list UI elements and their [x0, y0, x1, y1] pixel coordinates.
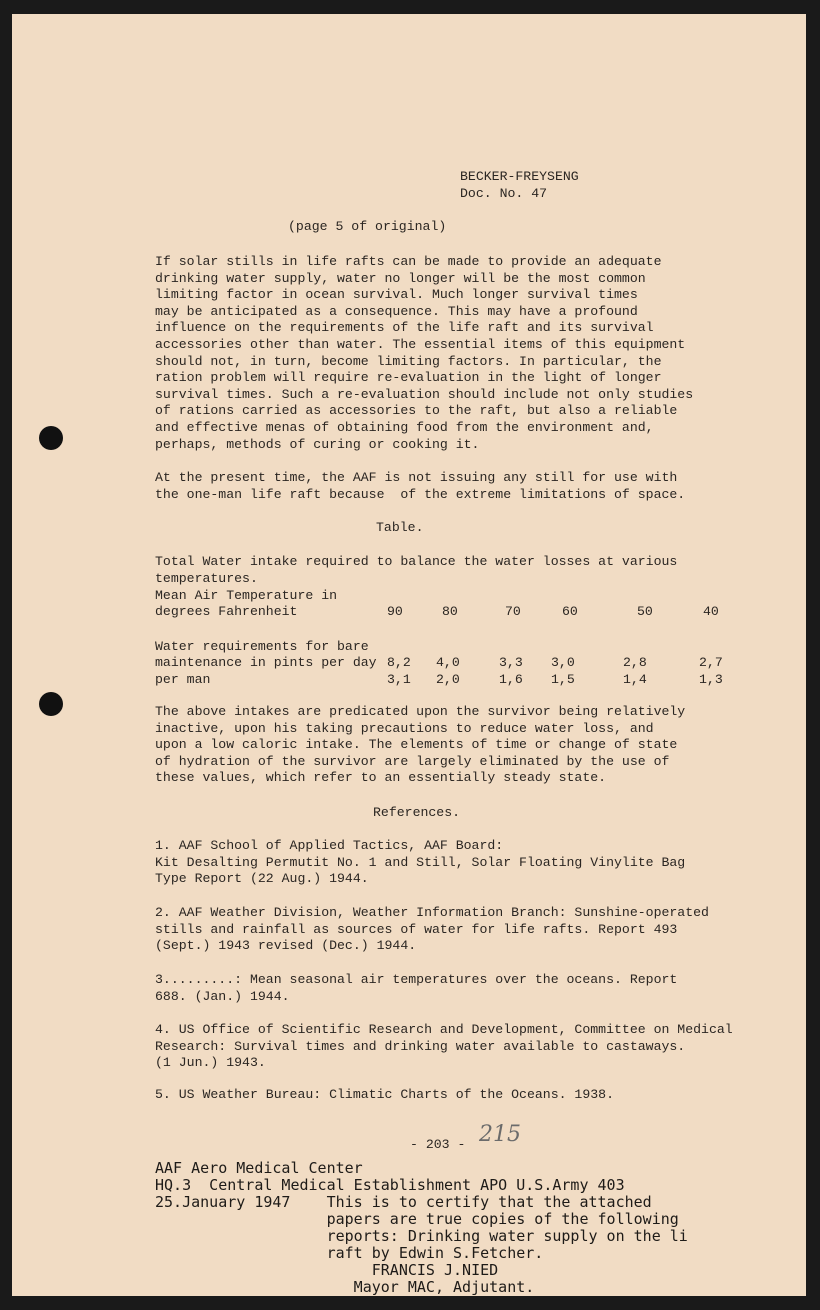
- text-line: of rations carried as accessories to the raft, but also a reliable: [155, 403, 678, 419]
- table-cell: 90: [387, 604, 403, 619]
- text-line: 2. AAF Weather Division, Weather Information Branch: Sunshine-operated: [155, 905, 709, 920]
- page-number: - 203 -: [410, 1137, 466, 1152]
- table-row: [155, 604, 775, 621]
- paragraph-solar-stills: [155, 254, 755, 453]
- table-cell: 2,7: [699, 655, 723, 670]
- text-line: raft by Edwin S.Fetcher.: [155, 1244, 544, 1262]
- text-line: the one-man life raft because of the extreme limitations of space.: [155, 486, 686, 502]
- table-row: [155, 588, 775, 605]
- text-line: temperatures.: [155, 570, 258, 586]
- punch-hole: [39, 692, 63, 716]
- text-line: Type Report (22 Aug.) 1944.: [155, 871, 369, 887]
- table-row: [155, 639, 775, 656]
- reference-item: [155, 1022, 775, 1072]
- page-note: (page 5 of original): [288, 219, 447, 234]
- table-row: [155, 672, 775, 689]
- text-line: Kit Desalting Permutit No. 1 and Still, Solar Floating Vinylite Bag: [155, 854, 686, 870]
- table-cell: 8,2: [387, 655, 411, 670]
- paragraph-aaf-issuing: [155, 470, 755, 503]
- reference-item: [155, 905, 775, 955]
- table-cell: 3,3: [499, 655, 523, 670]
- table-row: [155, 655, 775, 672]
- row-label: maintenance in pints per day: [155, 655, 377, 670]
- text-line: 3.........: Mean seasonal air temperatures over the oceans. Report: [155, 972, 678, 987]
- text-line: AAF Aero Medical Center: [155, 1159, 363, 1177]
- table-cell: 2,0: [436, 672, 460, 687]
- text-line: influence on the requirements of the life raft and its survival: [155, 320, 654, 336]
- text-line: At the present time, the AAF is not issuing any still for use with: [155, 470, 678, 485]
- row-label: per man: [155, 672, 211, 687]
- certification-stamp: [155, 1160, 775, 1296]
- text-line: and effective menas of obtaining food from the environment and,: [155, 419, 654, 435]
- table-title: Table.: [376, 520, 424, 535]
- row-label: degrees Fahrenheit: [155, 604, 298, 619]
- text-line: should not, in turn, become limiting factors. In particular, the: [155, 353, 662, 369]
- row-label: Water requirements for bare: [155, 639, 369, 654]
- paragraph-intakes: [155, 704, 755, 787]
- text-line: accessories other than water. The essential items of this equipment: [155, 336, 686, 352]
- text-line: Mayor MAC, Adjutant.: [155, 1278, 535, 1296]
- reference-item: [155, 1087, 775, 1104]
- text-line: reports: Drinking water supply on the li: [155, 1227, 688, 1245]
- text-line: HQ.3 Central Medical Establishment APO U.S.Army 403: [155, 1176, 625, 1194]
- text-line: inactive, upon his taking precautions to reduce water loss, and: [155, 720, 654, 736]
- document-page: [12, 14, 806, 1296]
- table-cell: 1,5: [551, 672, 575, 687]
- text-line: Research: Survival times and drinking water available to castaways.: [155, 1038, 686, 1054]
- table-cell: 70: [505, 604, 521, 619]
- text-line: The above intakes are predicated upon the survivor being relatively: [155, 704, 686, 719]
- text-line: of hydration of the survivor are largely eliminated by the use of: [155, 753, 670, 769]
- text-line: limiting factor in ocean survival. Much longer survival times: [155, 287, 638, 303]
- table-cell: 1,4: [623, 672, 647, 687]
- table-cell: 4,0: [436, 655, 460, 670]
- text-line: upon a low caloric intake. The elements of time or change of state: [155, 737, 678, 753]
- table-cell: 3,1: [387, 672, 411, 687]
- text-line: 5. US Weather Bureau: Climatic Charts of the Oceans. 1938.: [155, 1087, 614, 1102]
- table-caption: [155, 554, 755, 587]
- text-line: 688. (Jan.) 1944.: [155, 988, 290, 1004]
- table-cell: 1,6: [499, 672, 523, 687]
- table-cell: 40: [703, 604, 719, 619]
- punch-hole: [39, 426, 63, 450]
- text-line: perhaps, methods of curing or cooking it.: [155, 436, 480, 452]
- row-label: Mean Air Temperature in: [155, 588, 338, 603]
- text-line: ration problem will require re-evaluation in the light of longer: [155, 370, 662, 386]
- table-cell: 3,0: [551, 655, 575, 670]
- reference-item: [155, 972, 775, 1005]
- handwritten-page-number: 215: [479, 1122, 521, 1147]
- text-line: survival times. Such a re-evaluation should include not only studies: [155, 386, 694, 402]
- text-line: stills and rainfall as sources of water for life rafts. Report 493: [155, 921, 678, 937]
- text-line: If solar stills in life rafts can be made to provide an adequate: [155, 254, 662, 269]
- table-cell: 1,3: [699, 672, 723, 687]
- text-line: (Sept.) 1943 revised (Dec.) 1944.: [155, 938, 417, 954]
- text-line: 25.January 1947 This is to certify that the attached: [155, 1193, 652, 1211]
- table-cell: 50: [637, 604, 653, 619]
- text-line: FRANCIS J.NIED: [155, 1261, 499, 1279]
- table-cell: 80: [442, 604, 458, 619]
- table-cell: 60: [562, 604, 578, 619]
- doc-number: Doc. No. 47: [460, 185, 548, 201]
- text-line: 1. AAF School of Applied Tactics, AAF Board:: [155, 838, 504, 853]
- table-cell: 2,8: [623, 655, 647, 670]
- reference-item: [155, 838, 775, 888]
- text-line: Total Water intake required to balance the water losses at various: [155, 554, 678, 569]
- references-title: References.: [373, 805, 461, 820]
- text-line: (1 Jun.) 1943.: [155, 1055, 266, 1071]
- text-line: may be anticipated as a consequence. This may have a profound: [155, 303, 638, 319]
- document-header: [460, 169, 579, 202]
- doc-name: BECKER-FREYSENG: [460, 169, 579, 184]
- text-line: papers are true copies of the following: [155, 1210, 679, 1228]
- text-line: these values, which refer to an essentially steady state.: [155, 770, 607, 786]
- text-line: 4. US Office of Scientific Research and Development, Committee on Medical: [155, 1022, 733, 1037]
- text-line: drinking water supply, water no longer will be the most common: [155, 270, 646, 286]
